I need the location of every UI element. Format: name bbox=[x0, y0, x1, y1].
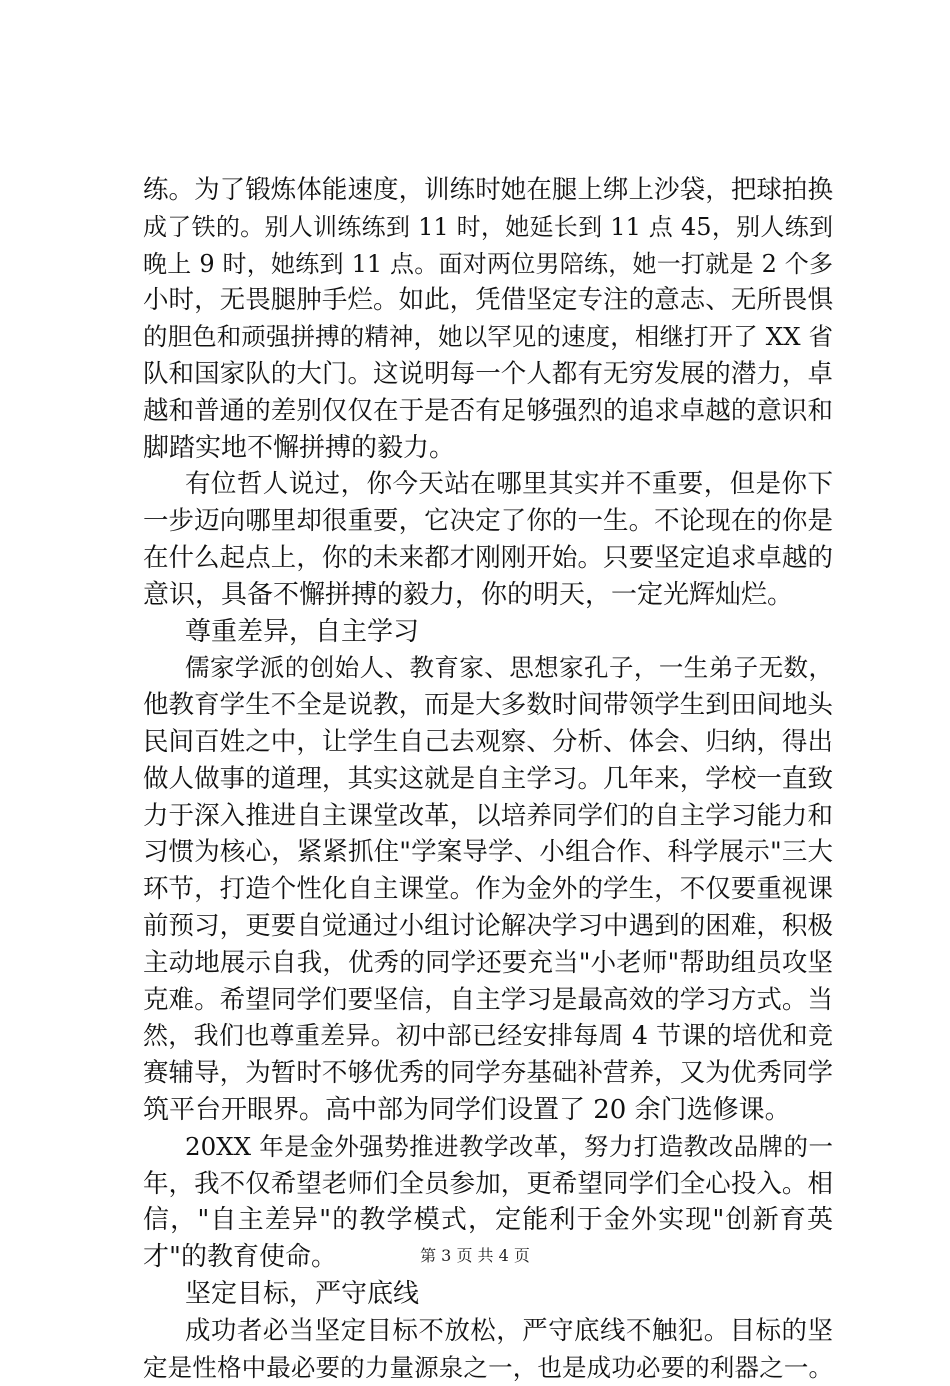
text-line: 小时，无畏腿肿手烂。如此，凭借坚定专注的意志、无所畏惧 bbox=[143, 282, 833, 319]
body-text bbox=[143, 172, 833, 1386]
text-line: 才"的教育使命。 bbox=[143, 1239, 833, 1276]
text-line: 练。为了锻炼体能速度，训练时她在腿上绑上沙袋，把球拍换 bbox=[143, 172, 833, 209]
text-line: 环节，打造个性化自主课堂。作为金外的学生，不仅要重视课 bbox=[143, 871, 833, 908]
text-line: 民间百姓之中，让学生自己去观察、分析、体会、归纳，得出 bbox=[143, 724, 833, 761]
text-line: 习惯为核心，紧紧抓住"学案导学、小组合作、科学展示"三大 bbox=[143, 834, 833, 871]
text-line: 尊重差异，自主学习 bbox=[143, 614, 833, 651]
text-line: 信，"自主差异"的教学模式，定能利于金外实现"创新育英 bbox=[143, 1202, 833, 1239]
text-line: 赛辅导，为暂时不够优秀的同学夯基础补营养，又为优秀同学 bbox=[143, 1055, 833, 1092]
text-line: 定是性格中最必要的力量源泉之一，也是成功必要的利器之一。 bbox=[143, 1350, 833, 1386]
text-line: 脚踏实地不懈拼搏的毅力。 bbox=[143, 430, 833, 467]
text-line: 儒家学派的创始人、教育家、思想家孔子，一生弟子无数， bbox=[143, 650, 833, 687]
text-line: 在什么起点上，你的未来都才刚刚开始。只要坚定追求卓越的 bbox=[143, 540, 833, 577]
text-line: 然，我们也尊重差异。初中部已经安排每周 4 节课的培优和竞 bbox=[143, 1018, 833, 1055]
page-footer: 第 3 页 共 4 页 bbox=[0, 1243, 950, 1266]
text-line: 成功者必当坚定目标不放松，严守底线不触犯。目标的坚 bbox=[143, 1313, 833, 1350]
text-line: 年，我不仅希望老师们全员参加，更希望同学们全心投入。相 bbox=[143, 1166, 833, 1203]
text-line: 意识，具备不懈拼搏的毅力，你的明天，一定光辉灿烂。 bbox=[143, 577, 833, 614]
text-line: 一步迈向哪里却很重要，它决定了你的一生。不论现在的你是 bbox=[143, 503, 833, 540]
text-line: 成了铁的。别人训练练到 11 时，她延长到 11 点 45，别人练到 bbox=[143, 209, 833, 246]
text-line: 做人做事的道理，其实这就是自主学习。几年来，学校一直致 bbox=[143, 761, 833, 798]
text-line: 筑平台开眼界。高中部为同学们设置了 20 余门选修课。 bbox=[143, 1092, 833, 1129]
text-line: 20XX 年是金外强势推进教学改革，努力打造教改品牌的一 bbox=[143, 1129, 833, 1166]
text-line: 的胆色和顽强拼搏的精神，她以罕见的速度，相继打开了 XX 省 bbox=[143, 319, 833, 356]
text-line: 主动地展示自我，优秀的同学还要充当"小老师"帮助组员攻坚 bbox=[143, 945, 833, 982]
text-line: 前预习，更要自觉通过小组讨论解决学习中遇到的困难，积极 bbox=[143, 908, 833, 945]
text-line: 晚上 9 时，她练到 11 点。面对两位男陪练，她一打就是 2 个多 bbox=[143, 246, 833, 283]
text-line: 越和普通的差别仅仅在于是否有足够强烈的追求卓越的意识和 bbox=[143, 393, 833, 430]
text-line: 有位哲人说过，你今天站在哪里其实并不重要，但是你下 bbox=[143, 466, 833, 503]
text-line: 力于深入推进自主课堂改革，以培养同学们的自主学习能力和 bbox=[143, 798, 833, 835]
text-line: 克难。希望同学们要坚信，自主学习是最高效的学习方式。当 bbox=[143, 982, 833, 1019]
text-line: 队和国家队的大门。这说明每一个人都有无穷发展的潜力，卓 bbox=[143, 356, 833, 393]
text-line: 他教育学生不全是说教，而是大多数时间带领学生到田间地头 bbox=[143, 687, 833, 724]
text-line: 坚定目标，严守底线 bbox=[143, 1276, 833, 1313]
